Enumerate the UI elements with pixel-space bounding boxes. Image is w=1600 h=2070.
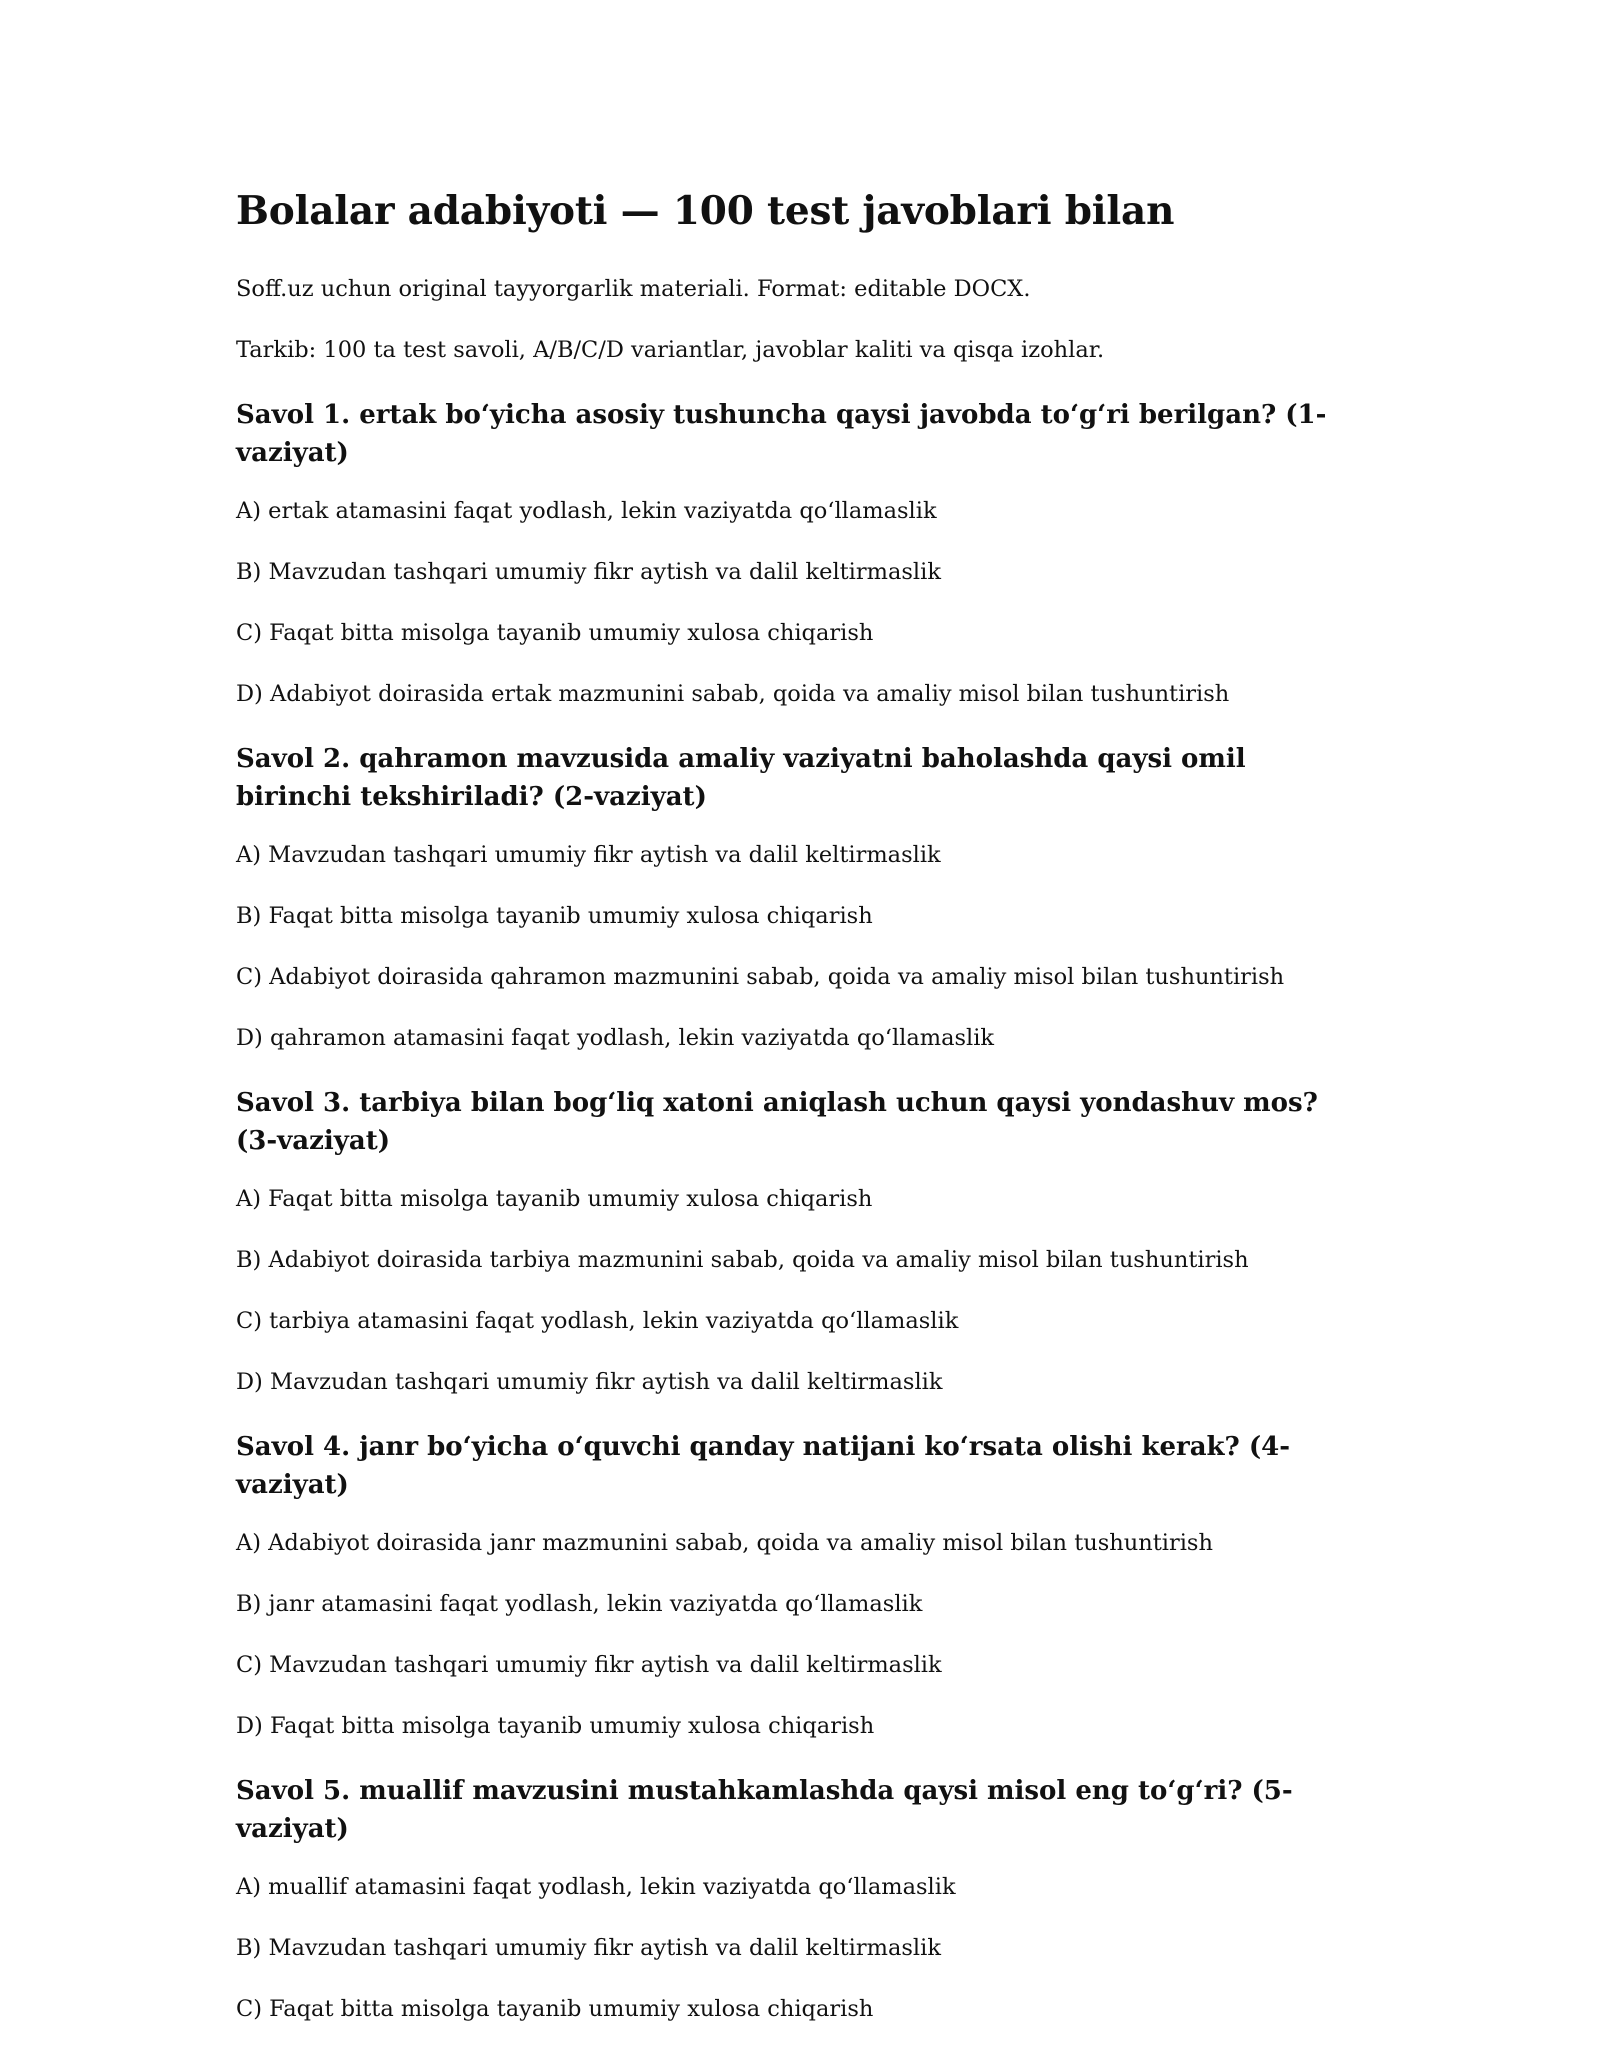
answer-option-a: A) muallif atamasini faqat yodlash, lekin vaziyatda qo‘llamaslik xyxy=(236,1874,956,1900)
question-3 xyxy=(236,1084,1360,1397)
answer-option-c: C) Faqat bitta misolga tayanib umumiy xulosa chiqarish xyxy=(236,620,874,646)
answer-option-c: C) Adabiyot doirasida qahramon mazmunini sabab, qoida va amaliy misol bilan tushuntirish xyxy=(236,964,1285,990)
answer-option-b: B) Mavzudan tashqari umumiy fikr aytish va dalil keltirmaslik xyxy=(236,1935,941,1961)
answer-option-b: B) Faqat bitta misolga tayanib umumiy xulosa chiqarish xyxy=(236,903,873,929)
answer-option-a: A) ertak atamasini faqat yodlash, lekin vaziyatda qo‘llamaslik xyxy=(236,498,937,524)
answer-option-a: A) Faqat bitta misolga tayanib umumiy xulosa chiqarish xyxy=(236,1186,873,1212)
answer-option-d: D) Adabiyot doirasida ertak mazmunini sabab, qoida va amaliy misol bilan tushuntirish xyxy=(236,681,1230,707)
answer-option-b: B) janr atamasini faqat yodlash, lekin vaziyatda qo‘llamaslik xyxy=(236,1591,923,1617)
answer-option-c: C) Faqat bitta misolga tayanib umumiy xulosa chiqarish xyxy=(236,1996,874,2022)
answer-option-c: C) Mavzudan tashqari umumiy fikr aytish va dalil keltirmaslik xyxy=(236,1652,942,1678)
question-title: Savol 2. qahramon mavzusida amaliy vaziyatni baholashda qaysi omil birinchi tekshiriladi? (2-vaziyat) xyxy=(236,744,1246,812)
intro-paragraph: Tarkib: 100 ta test savoli, A/B/C/D variantlar, javoblar kaliti va qisqa izohlar. xyxy=(236,337,1105,363)
question-title: Savol 1. ertak bo‘yicha asosiy tushuncha qaysi javobda to‘g‘ri berilgan? (1-vaziyat) xyxy=(236,400,1327,468)
answer-option-b: B) Mavzudan tashqari umumiy fikr aytish va dalil keltirmaslik xyxy=(236,559,941,585)
answer-option-c: C) tarbiya atamasini faqat yodlash, lekin vaziyatda qo‘llamaslik xyxy=(236,1308,959,1334)
question-2 xyxy=(236,740,1360,1053)
document-title: Bolalar adabiyoti — 100 test javoblari bilan xyxy=(236,188,1175,234)
answer-option-d: D) Faqat bitta misolga tayanib umumiy xulosa chiqarish xyxy=(236,1713,875,1739)
answer-option-a: A) Adabiyot doirasida janr mazmunini sabab, qoida va amaliy misol bilan tushuntirish xyxy=(236,1530,1213,1556)
intro-paragraph: Soff.uz uchun original tayyorgarlik materiali. Format: editable DOCX. xyxy=(236,276,1031,302)
question-title: Savol 3. tarbiya bilan bog‘liq xatoni aniqlash uchun qaysi yondashuv mos? (3-vaziyat) xyxy=(236,1088,1318,1156)
question-title: Savol 4. janr bo‘yicha o‘quvchi qanday natijani ko‘rsata olishi kerak? (4-vaziyat) xyxy=(236,1432,1291,1500)
answer-option-d: D) qahramon atamasini faqat yodlash, lekin vaziyatda qo‘llamaslik xyxy=(236,1025,995,1051)
question-5 xyxy=(236,1772,1360,2024)
answer-option-a: A) Mavzudan tashqari umumiy fikr aytish va dalil keltirmaslik xyxy=(236,842,941,868)
question-1 xyxy=(236,396,1360,709)
answer-option-b: B) Adabiyot doirasida tarbiya mazmunini sabab, qoida va amaliy misol bilan tushuntirish xyxy=(236,1247,1249,1273)
question-4 xyxy=(236,1428,1360,1741)
answer-option-d: D) Mavzudan tashqari umumiy fikr aytish va dalil keltirmaslik xyxy=(236,1369,943,1395)
question-title: Savol 5. muallif mavzusini mustahkamlashda qaysi misol eng to‘g‘ri? (5-vaziyat) xyxy=(236,1776,1293,1844)
